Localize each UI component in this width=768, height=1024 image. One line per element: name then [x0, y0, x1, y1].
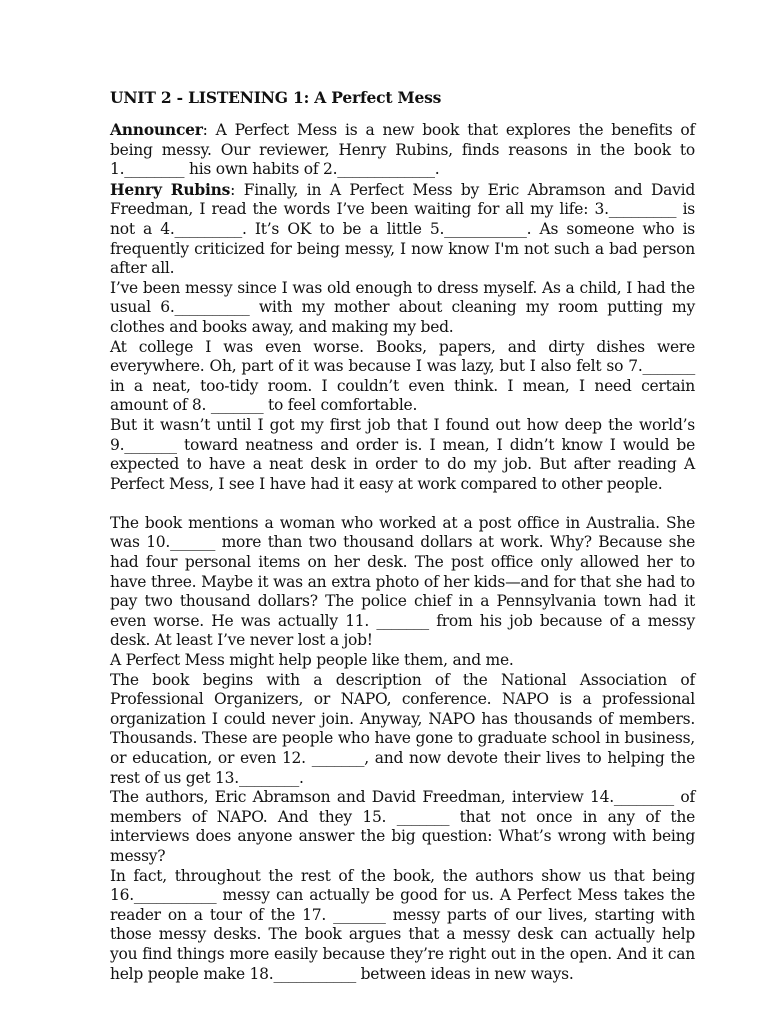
page-title: UNIT 2 - LISTENING 1: A Perfect Mess [110, 88, 442, 107]
speaker-name: Announcer [110, 120, 203, 139]
paragraph: In fact, throughout the rest of the book, the authors show us that being 16.___________ messy can actually be good for us. A Perfect Mess takes the reader on a tour of the 17. _______ messy parts of our lives, starting with those messy desks. The book argues that a messy desk can actually help you find things more easily because they’re right out in the open. And it can help people make 18.___________ between ideas in new ways. [110, 866, 695, 983]
paragraph: The authors, Eric Abramson and David Freedman, interview 14.________ of members of NAPO. And they 15. _______ that not once in any of the interviews does anyone answer the big question: What’s wrong with being messy? [110, 788, 695, 865]
paragraph: A Perfect Mess might help people like them, and me. [110, 651, 514, 670]
paragraph-text: : Finally, in A Perfect Mess by Eric Abramson and David Freedman, I read the words I’ve been waiting for all my life: 3._________ is not a 4._________. It’s OK to be a little 5.___________. As someone who is frequently criticized for being messy, I now know I'm not such a bad person after all. [110, 180, 695, 278]
paragraph-henry-rubins [110, 180, 695, 279]
paragraph: The book mentions a woman who worked at a post office in Australia. She was 10.______ more than two thousand dollars at work. Why? Because she had four personal items on her desk. The post office only allowed her to have three. Maybe it was an extra photo of her kids—and for that she had to pay two thousand dollars? The police chief in a Pennsylvania town had it even worse. He was actually 11. _______ from his job because of a messy desk. At least I’ve never lost a job! [110, 513, 695, 650]
paragraph-text: : A Perfect Mess is a new book that explores the benefits of being messy. Our reviewer, Henry Rubins, finds reasons in the book to 1.________ his own habits of 2._____________. [110, 121, 695, 179]
paragraph: I’ve been messy since I was old enough to dress myself. As a child, I had the usual 6.__________ with my mother about cleaning my room putting my clothes and books away, and making my bed. [110, 278, 695, 336]
paragraph: The book begins with a description of the National Association of Professional Organizers, or NAPO, conference. NAPO is a professional organization I could never join. Anyway, NAPO has thousands of members. Thousands. These are people who have gone to graduate school in business, or education, or even 12. _______, and now devote their lives to helping the rest of us get 13.________. [110, 670, 695, 787]
paragraph: But it wasn’t until I got my first job that I found out how deep the world’s 9._______ toward neatness and order is. I mean, I didn’t know I would be expected to have a neat desk in order to do my job. But after reading A Perfect Mess, I see I have had it easy at work compared to other people. [110, 415, 695, 493]
paragraph: At college I was even worse. Books, papers, and dirty dishes were everywhere. Oh, part of it was because I was lazy, but I also felt so 7._______ in a neat, too-tidy room. I couldn’t even think. I mean, I need certain amount of 8. _______ to feel comfortable. [110, 337, 695, 415]
paragraph-spacer [110, 494, 695, 514]
paragraph-announcer [110, 120, 695, 180]
speaker-name: Henry Rubins [110, 179, 231, 199]
